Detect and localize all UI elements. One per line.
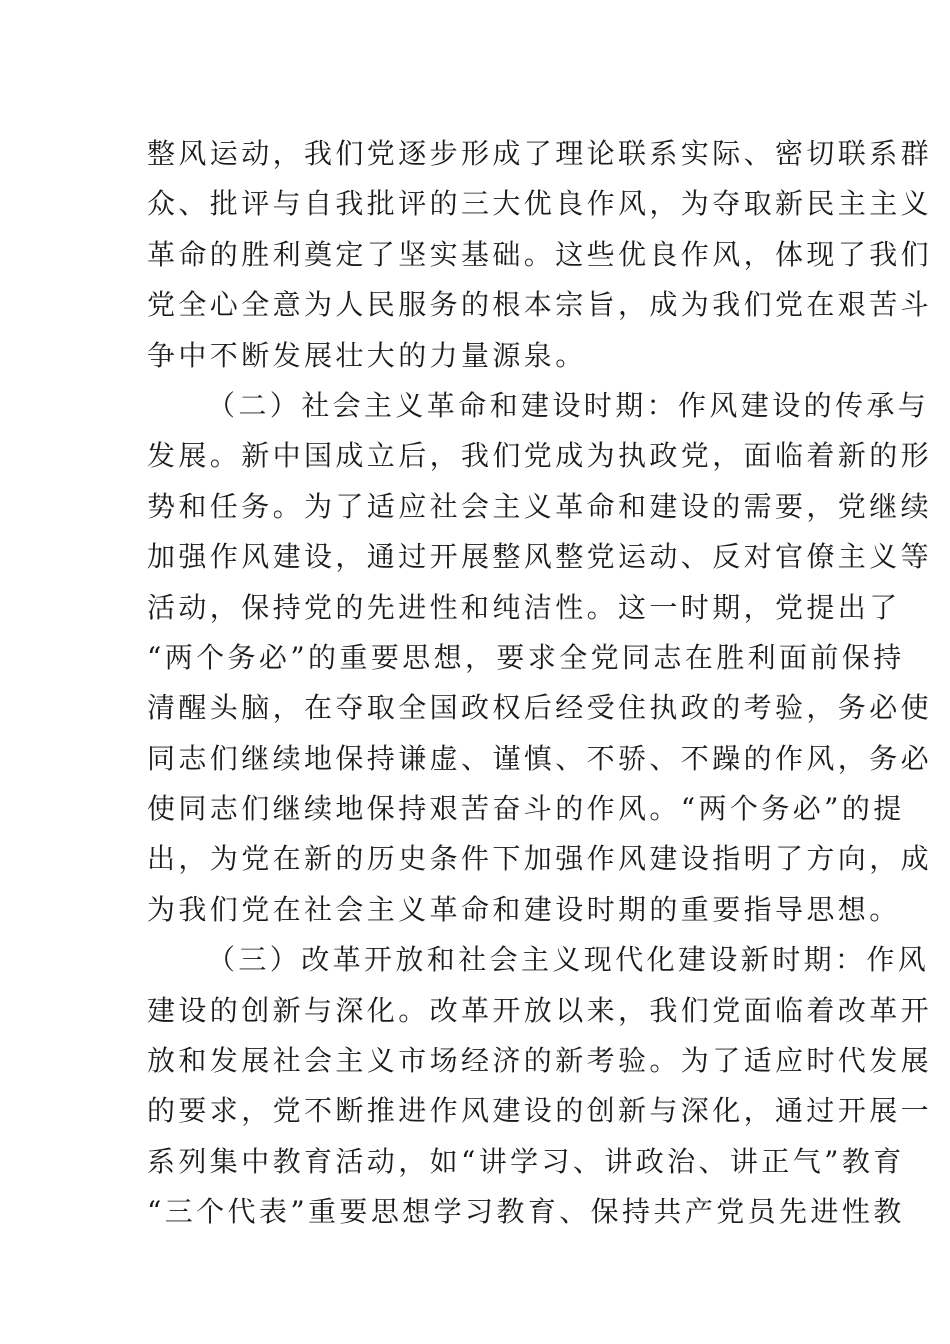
text-line: “三个代表”重要思想学习教育、保持共产党员先进性教 — [147, 1195, 905, 1229]
text-line: 革命的胜利奠定了坚实基础。这些优良作风，体现了我们 — [147, 237, 933, 271]
text-line: 整风运动，我们党逐步形成了理论联系实际、密切联系群 — [147, 137, 933, 170]
text-line: 争中不断发展壮大的力量源泉。 — [147, 338, 587, 372]
text-line: 加强作风建设，通过开展整风整党运动、反对官僚主义等 — [147, 540, 933, 574]
text-line: 建设的创新与深化。改革开放以来，我们党面临着改革开 — [147, 993, 933, 1027]
text-line: 出，为党在新的历史条件下加强作风建设指明了方向，成 — [147, 842, 933, 876]
text-line: “两个务必”的重要思想，要求全党同志在胜利面前保持 — [147, 640, 905, 674]
section-heading-line: （二）社会主义革命和建设时期：作风建设的传承与 — [207, 388, 930, 422]
text-line: 放和发展社会主义市场经济的新考验。为了适应时代发展 — [147, 1044, 933, 1078]
text-line: 党全心全意为人民服务的根本宗旨，成为我们党在艰苦斗 — [147, 288, 933, 322]
text-line: 为我们党在社会主义革命和建设时期的重要指导思想。 — [147, 892, 901, 926]
text-line: 的要求，党不断推进作风建设的创新与深化，通过开展一 — [147, 1094, 933, 1128]
text-line: 势和任务。为了适应社会主义革命和建设的需要，党继续 — [147, 489, 933, 523]
text-line: 活动，保持党的先进性和纯洁性。这一时期，党提出了 — [147, 590, 901, 624]
text-line: 众、批评与自我批评的三大优良作风，为夺取新民主主义 — [147, 187, 933, 221]
section-heading-line: （三）改革开放和社会主义现代化建设新时期：作风 — [207, 943, 930, 977]
text-line: 发展。新中国成立后，我们党成为执政党，面临着新的形 — [147, 439, 933, 473]
text-line: 系列集中教育活动，如“讲学习、讲政治、讲正气”教育 — [147, 1144, 905, 1178]
text-line: 清醒头脑，在夺取全国政权后经受住执政的考验，务必使 — [147, 691, 933, 725]
text-line: 同志们继续地保持谦虚、谨慎、不骄、不躁的作风，务必 — [147, 741, 933, 775]
document-body — [147, 129, 933, 1238]
text-line: 使同志们继续地保持艰苦奋斗的作风。“两个务必”的提 — [147, 792, 905, 826]
